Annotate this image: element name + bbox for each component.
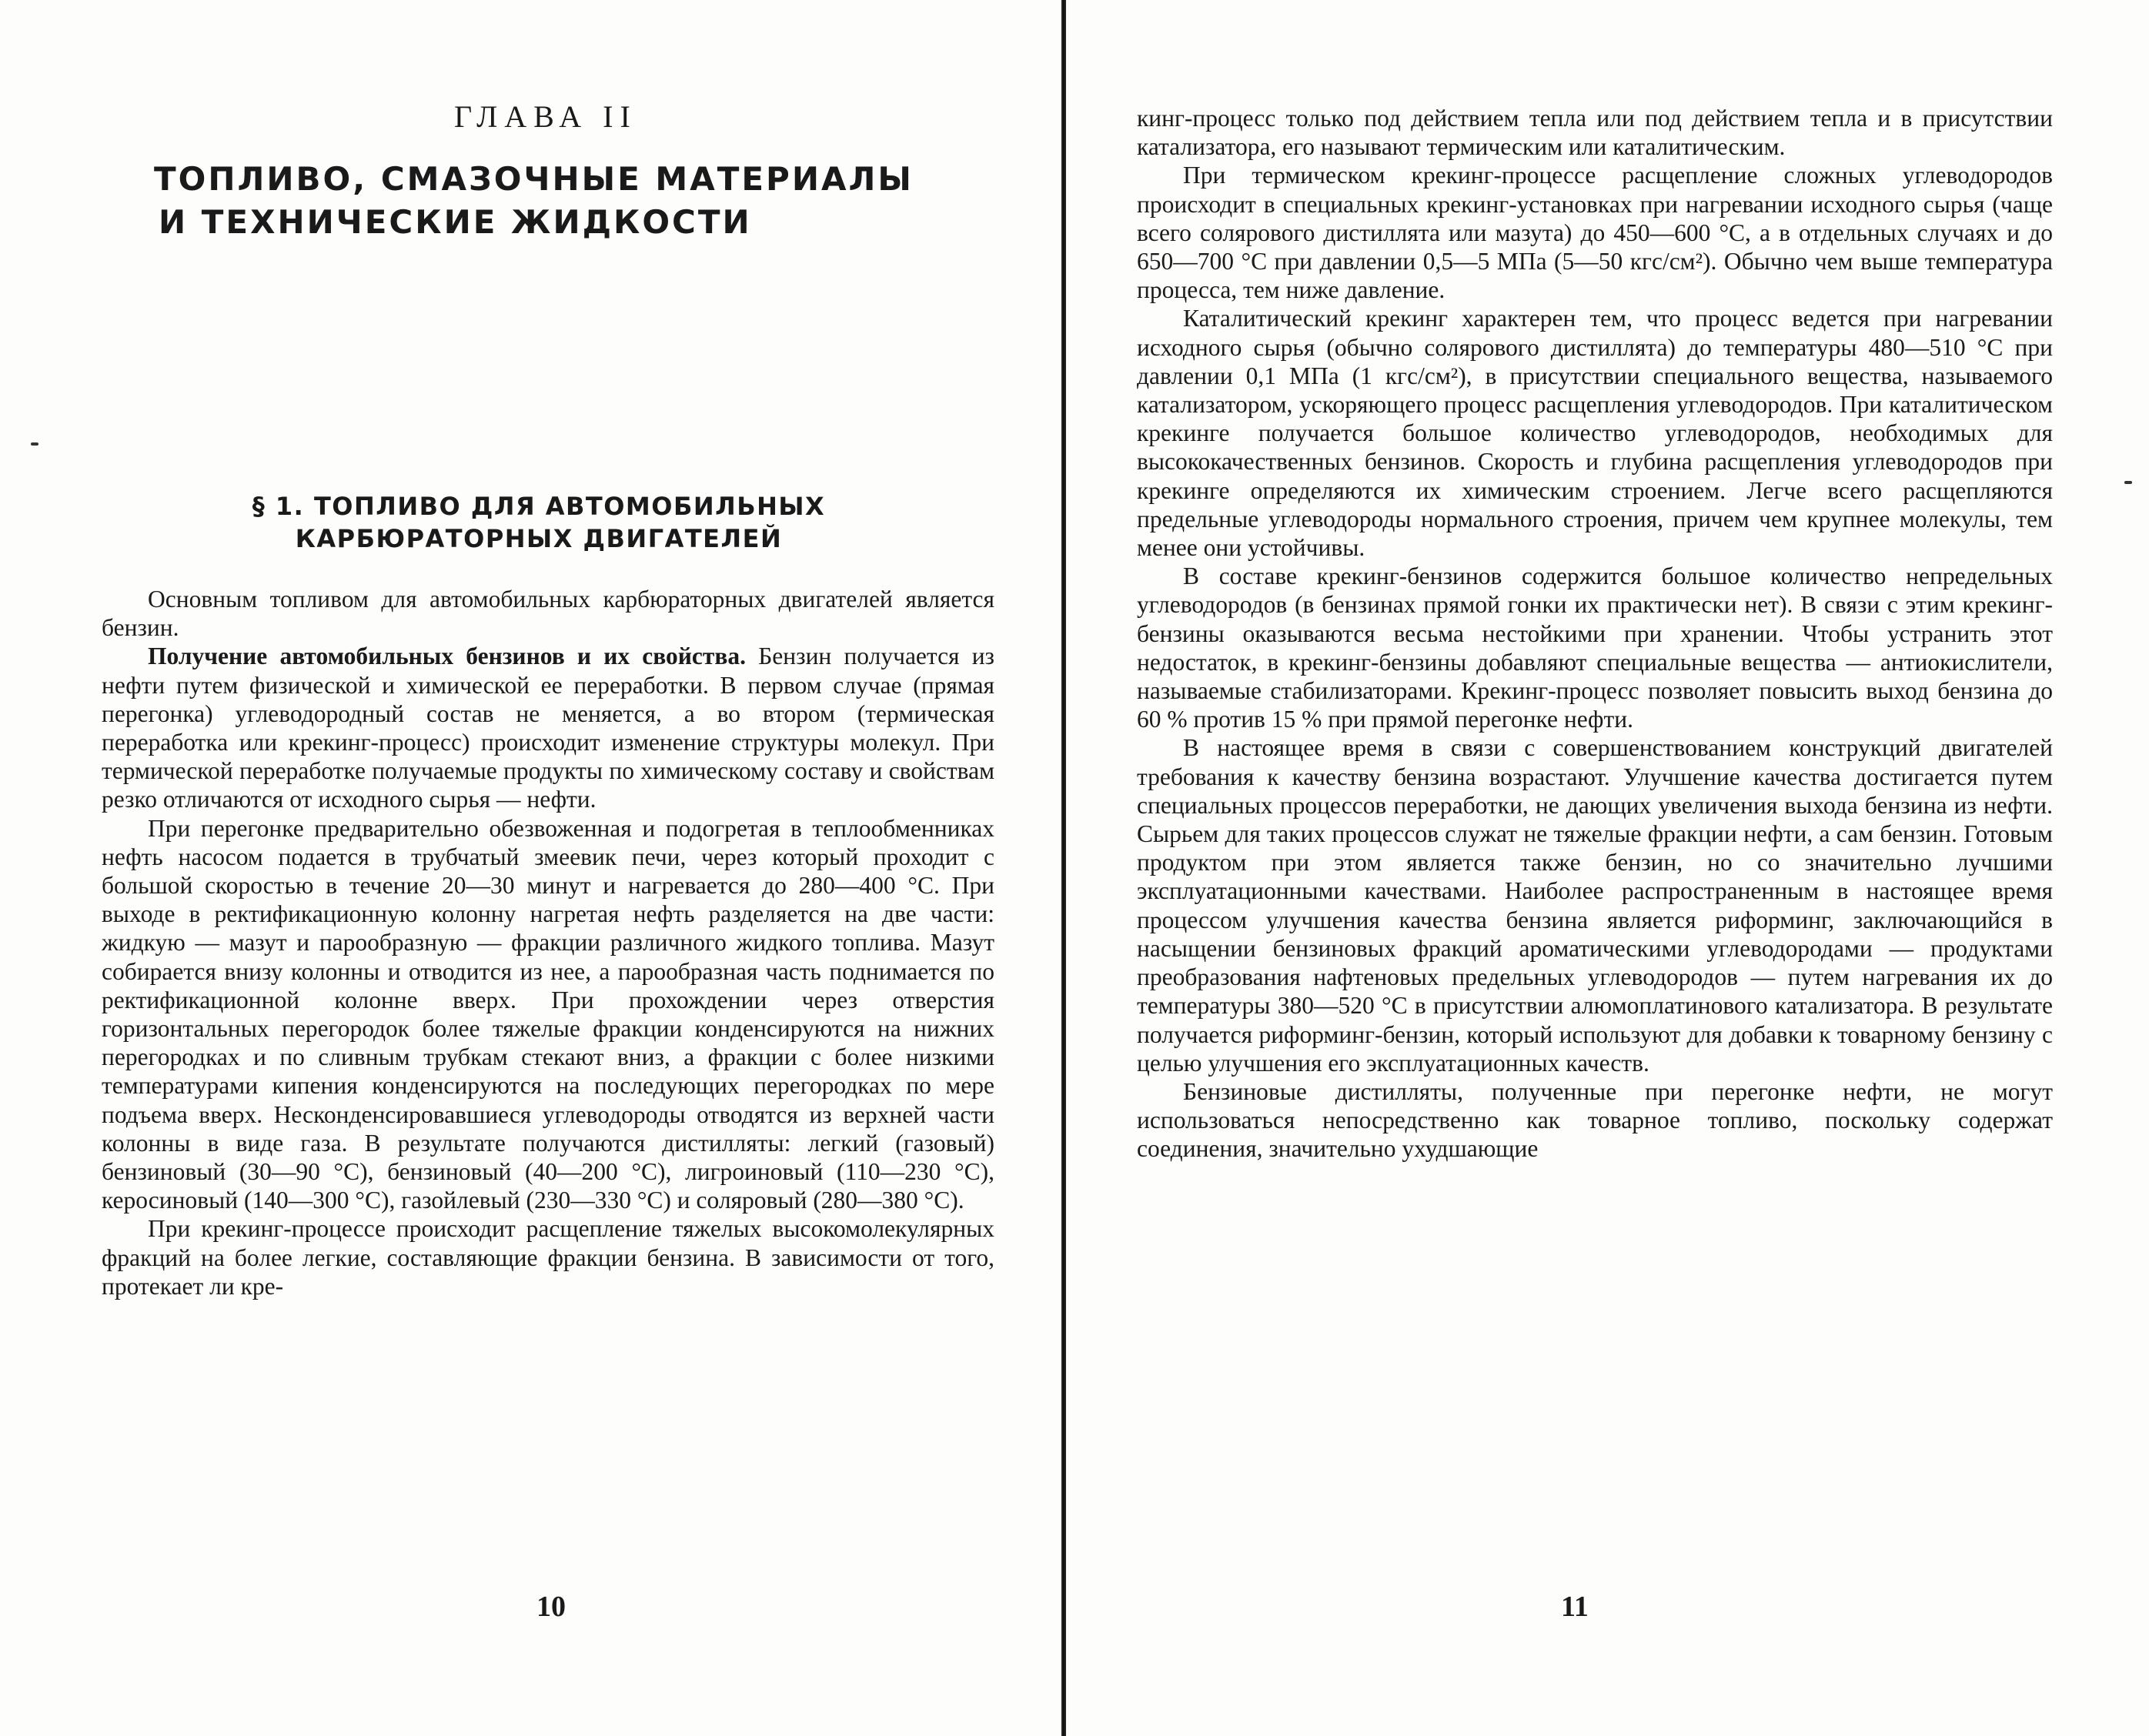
paragraph: В настоящее время в связи с совершенствованием конструкций двигателей требования к качеству бензина возрастают. Улучшение качества достигается путем специальных процессов переработки, не дающих увеличения выхода бензина из нефти. Сырьем для таких процессов служат не тяжелые фракции нефти, а сам бензин. Готовым продуктом при этом является также бензин, но со значительно лучшими эксплуатационными качествами. Наиболее распространенным в настоящее время процессом улучшения качества бензина является риформинг, заключающийся в насыщении бензиновых фракций ароматическими углеводородами — продуктами преобразования нафтеновых предельных углеводородов — путем нагревания их до температуры 380—520 °С в присутствии алюмоплатинового катализатора. В результате получается риформинг-бензин, который используют для добавки к товарному бензину с целью улучшения его эксплуатационных качеств. bbox=[1137, 734, 2053, 1077]
paragraph: При крекинг-процессе происходит расщепление тяжелых высокомолекулярных фракций на более легкие, составляющие фракции бензина. В зависимости от того, протекает ли кре- bbox=[102, 1215, 994, 1300]
paragraph-heading: Получение автомобильных бензинов и их свойства. bbox=[148, 643, 747, 670]
section-title bbox=[115, 490, 962, 555]
left-page bbox=[0, 0, 1061, 1736]
paragraph: При термическом крекинг-процессе расщепление сложных углеводородов происходит в специальных крекинг-установках при нагревании исходного сырья (чаще всего солярового дистиллята или мазута) до 450—600 °С, а в отдельных случаях и до 650—700 °С при давлении 0,5—5 МПа (5—50 кгс/см²). Обычно чем выше температура процесса, тем ниже давление. bbox=[1137, 162, 2053, 304]
paragraph: В составе крекинг-бензинов содержится большое количество непредельных углеводородов (в бензинах прямой гонки их практически нет). В связи с этим крекинг-бензины оказываются весьма нестойкими при хранении. Чтобы устранить этот недостаток, в крекинг-бензины добавляют специальные вещества — антиокислители, называемые стабилизаторами. Крекинг-процесс позволяет повысить выход бензина до 60 % против 15 % при прямой перегонке нефти. bbox=[1137, 563, 2053, 733]
paragraph: Основным топливом для автомобильных карбюраторных двигателей является бензин. bbox=[102, 586, 994, 642]
scan-speck bbox=[31, 442, 38, 446]
page-number: 10 bbox=[536, 1591, 566, 1623]
paragraph-text: Бензин получается из нефти путем физической и химической ее переработки. В первом случае (прямая перегонка) углеводородный состав не меняется, а во втором (термическая переработка или крекинг-процесс) происходит изменение структуры молекул. При термической переработке получаемые продукты по химическому составу и свойствам резко отличаются от исходного сырья — нефти. bbox=[102, 643, 995, 813]
paragraph: Бензиновые дистилляты, полученные при перегонке нефти, не могут использоваться непосредственно как товарное топливо, поскольку содержат соединения, значительно ухудшающие bbox=[1137, 1077, 2053, 1163]
right-body-text bbox=[1137, 104, 2053, 1163]
scan-speck bbox=[2124, 481, 2132, 484]
chapter-title-line1: ТОПЛИВО, СМАЗОЧНЫЕ МАТЕРИАЛЫ bbox=[154, 160, 914, 198]
paragraph: При перегонке предварительно обезвоженная и подогретая в теплообменниках нефть насосом подается в трубчатый змеевик печи, через который проходит с большой скоростью в течение 20—30 минут и нагревается до 280—400 °С. При выходе в ректификационную колонну нагретая нефть разделяется на две части: жидкую — мазут и парообразную — фракции различного жидкого топлива. Мазут собирается внизу колонны и отводится из нее, а парообразная часть поднимается по ректификационной колонне вверх. При прохождении через отверстия горизонтальных перегородок более тяжелые фракции конденсируются на нижних перегородках и по сливным трубкам стекают вниз, а фракции с более низкими температурами кипения конденсируются на последующих перегородках по мере подъема вверх. Несконденсировавшиеся углеводороды отводятся из верхней части колонны в виде газа. В результате получаются дистилляты: легкий (газовый) бензиновый (30—90 °С), бензиновый (40—200 °С), лигроиновый (110—230 °С), керосиновый (140—300 °С), газойлевый (230—330 °С) и соляровый (280—380 °С). bbox=[102, 814, 994, 1214]
section-title-line1: § 1. ТОПЛИВО ДЛЯ АВТОМОБИЛЬНЫХ bbox=[252, 492, 826, 521]
section-title-line2: КАРБЮРАТОРНЫХ ДВИГАТЕЛЕЙ bbox=[295, 524, 783, 553]
chapter-label: ГЛАВА II bbox=[454, 99, 637, 134]
paragraph bbox=[102, 642, 994, 813]
paragraph: Каталитический крекинг характерен тем, что процесс ведется при нагревании исходного сырья (обычно солярового дистиллята) до температуры 480—510 °С при давлении 0,1 МПа (1 кгс/см²), в присутствии специального вещества, называемого катализатором, ускоряющего процесс расщепления углеводородов. При каталитическом крекинге получается большое количество углеводородов, необходимых для высококачественных бензинов. Скорость и глубина расщепления углеводородов при крекинге определяются их химическим строением. Легче всего расщепляются предельные углеводороды нормального строения, причем чем крупнее молекулы, тем менее они устойчивы. bbox=[1137, 305, 2053, 562]
left-body-text bbox=[102, 585, 994, 1300]
chapter-title-line2: И ТЕХНИЧЕСКИЕ ЖИДКОСТИ bbox=[159, 203, 752, 241]
right-page bbox=[1066, 0, 2149, 1736]
page-number: 11 bbox=[1561, 1591, 1589, 1623]
chapter-title bbox=[154, 158, 970, 244]
paragraph: кинг-процесс только под действием тепла или под действием тепла и в присутствии катализатора, его называют термическим или каталитическим. bbox=[1137, 105, 2053, 161]
